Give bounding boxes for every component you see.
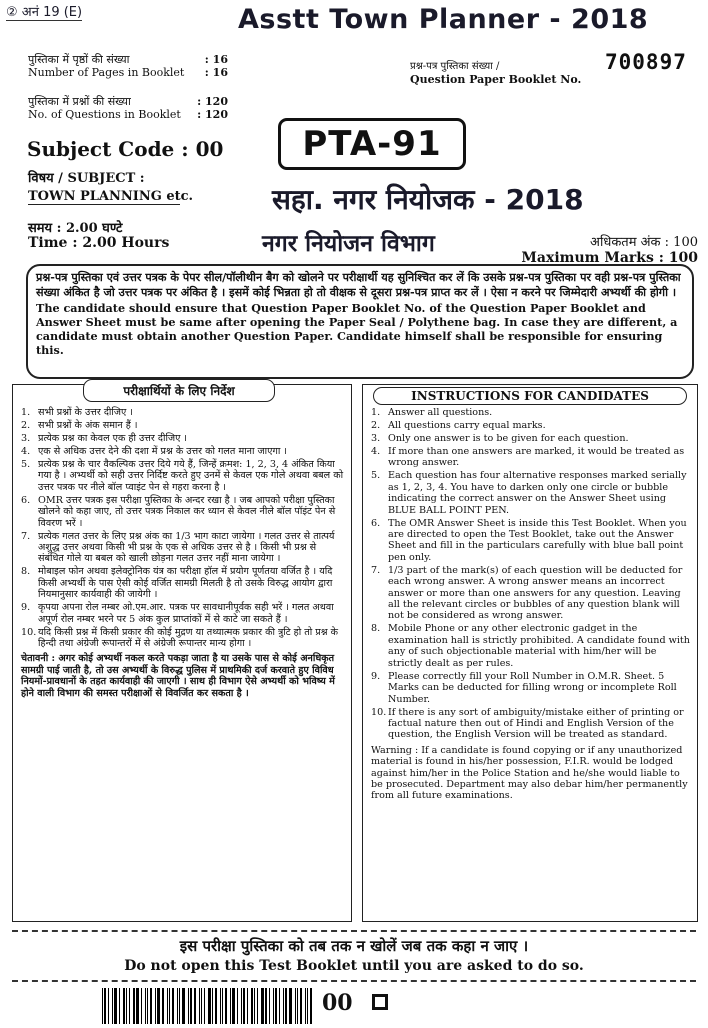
hindi-instruction-item-number: 8. bbox=[21, 566, 31, 578]
english-instruction-item-number: 10. bbox=[371, 706, 387, 718]
time-hindi: समय : 2.00 घण्टे bbox=[28, 221, 123, 236]
english-instruction-item bbox=[371, 407, 691, 418]
barcode-bar bbox=[167, 988, 168, 1024]
barcode-bar bbox=[230, 988, 231, 1024]
barcode-bar bbox=[275, 988, 277, 1024]
english-instruction-item-text: Only one answer is to be given for each question. bbox=[388, 433, 629, 444]
footer-english: Do not open this Test Booklet until you are asked to do so. bbox=[124, 958, 584, 974]
barcode-bar bbox=[172, 988, 174, 1024]
hindi-instruction-item bbox=[21, 602, 345, 625]
barcode-bar bbox=[157, 988, 160, 1024]
hindi-instruction-item-text: OMR उत्तर पत्रक इस परीक्षा पुस्तिका के अन्दर रखा है । जब आपको परीक्षा पुस्तिका खोलने को कहा जाए, तो उत्तर पत्रक निकाल कर ध्यान से केवल नीले बॉल पॉइंट पेन से विवरण भरें । bbox=[38, 494, 336, 529]
english-instruction-item bbox=[371, 623, 691, 669]
hindi-instruction-item-text: सभी प्रश्नों के अंक समान हैं । bbox=[38, 420, 138, 431]
english-instructions-panel bbox=[362, 384, 698, 922]
barcode-bar bbox=[265, 988, 267, 1024]
barcode-bar bbox=[133, 988, 135, 1024]
hindi-instruction-item-text: सभी प्रश्नों के उत्तर दीजिए । bbox=[38, 407, 133, 418]
barcode-bar bbox=[237, 988, 238, 1024]
hindi-instruction-item-text: प्रत्येक प्रश्न का केवल एक ही उत्तर दीजिए । bbox=[38, 433, 188, 444]
english-instruction-item-text: If there is any sort of ambiguity/mistake either of printing or factual nature then out of Hindi and English Version of the question, the English Version will be treated as standard. bbox=[388, 706, 684, 741]
hindi-instruction-item-text: कृपया अपना रोल नम्बर ओ.एम.आर. पत्रक पर सावधानीपूर्वक सही भरें । गलत अथवा अपूर्ण रोल नम्बर भरने पर 5 अंक कुल प्राप्तांकों में से काटे जा सकते हैं । bbox=[38, 602, 334, 625]
hindi-instruction-item-number: 5. bbox=[21, 459, 31, 470]
barcode-bar bbox=[300, 988, 302, 1024]
handwritten-top-left-note: ② अनं 19 (E) bbox=[6, 2, 82, 21]
barcode-bar bbox=[119, 988, 120, 1024]
hindi-instruction-item-number: 6. bbox=[21, 494, 31, 506]
footer-border-bottom bbox=[12, 980, 696, 982]
subject-label: विषय / SUBJECT : bbox=[28, 171, 145, 186]
questions-hindi-value: : 120 bbox=[197, 95, 228, 108]
barcode-bar bbox=[136, 988, 139, 1024]
booklet-serial-number: 700897 bbox=[605, 50, 687, 74]
barcode-bar bbox=[114, 988, 117, 1024]
hindi-instruction-item bbox=[21, 433, 345, 444]
barcode-bar bbox=[177, 988, 178, 1024]
english-instruction-item-number: 2. bbox=[371, 420, 381, 431]
barcode-bar bbox=[243, 988, 245, 1024]
english-instruction-item bbox=[371, 707, 691, 741]
english-instruction-item bbox=[371, 433, 691, 444]
barcode-bar bbox=[257, 988, 258, 1024]
barcode-bar bbox=[147, 988, 148, 1024]
hindi-instruction-item bbox=[21, 459, 345, 493]
handwritten-hindi-post: सहा. नगर नियोजक - 2018 bbox=[272, 183, 584, 216]
barcode bbox=[102, 988, 312, 1024]
barcode-bar bbox=[150, 988, 152, 1024]
hindi-instructions-list bbox=[21, 407, 345, 649]
english-instruction-item-number: 8. bbox=[371, 623, 381, 635]
barcode-bar bbox=[182, 988, 185, 1024]
english-instruction-item-number: 6. bbox=[371, 517, 381, 529]
barcode-bar bbox=[289, 988, 292, 1024]
hindi-instruction-item-text: प्रत्येक प्रश्न के चार वैकल्पिक उत्तर दिये गये हैं, जिन्हें क्रमश: 1, 2, 3, 4 अंकित किया गया है । अभ्यर्थी को सही उत्तर निर्दिष्ट करते हुए उनमें से केवल एक गोले अथवा बबल को उत्तर पत्रक पर नीले बॉल प्वाइंट पेन से गहरा करना है । bbox=[38, 459, 344, 493]
barcode-bar bbox=[241, 988, 242, 1024]
hindi-instruction-item-text: मोबाइल फोन अथवा इलेक्ट्रोनिक यंत्र का परीक्षा हॉल में प्रयोग पूर्णतया वर्जित है । यदि किसी अभ्यर्थी के पास ऐसी कोई वर्जित सामग्री मिलती है तो उसके विरुद्ध आयोग द्वारा नियमानुसार कार्यवाही की जायेगी । bbox=[38, 566, 333, 601]
barcode-bar bbox=[247, 988, 248, 1024]
hindi-instruction-item bbox=[21, 495, 345, 529]
pages-hindi-label: पुस्तिका में पृष्ठों की संख्या bbox=[28, 53, 130, 66]
barcode-bar bbox=[162, 988, 164, 1024]
barcode-bar bbox=[212, 988, 213, 1024]
barcode-bar bbox=[155, 988, 156, 1024]
barcode-bar bbox=[104, 988, 106, 1024]
hindi-instruction-item bbox=[21, 531, 345, 565]
barcode-bar bbox=[307, 988, 308, 1024]
barcode-bar bbox=[269, 988, 270, 1024]
paper-code: PTA-91 bbox=[302, 124, 442, 164]
english-instruction-item-number: 1. bbox=[371, 407, 381, 418]
barcode-bar bbox=[145, 988, 146, 1024]
english-instruction-item-text: If more than one answers are marked, it would be treated as wrong answer. bbox=[388, 446, 685, 469]
english-instruction-item-text: Answer all questions. bbox=[388, 407, 493, 418]
barcode-bar bbox=[305, 988, 306, 1024]
barcode-bar bbox=[261, 988, 264, 1024]
english-instruction-item-text: The OMR Answer Sheet is inside this Test Booklet. When you are directed to open the Test Booklet, take out the Answer Sheet and fill in the particulars carefully with blue ball point pen only. bbox=[388, 517, 687, 563]
pages-english-value: : 16 bbox=[204, 66, 228, 79]
notice-box bbox=[26, 264, 694, 379]
hindi-instructions-title: परीक्षार्थियों के लिए निर्देश bbox=[83, 379, 275, 402]
pages-english-label: Number of Pages in Booklet bbox=[28, 66, 185, 79]
barcode-bar bbox=[123, 988, 125, 1024]
hindi-instruction-item bbox=[21, 407, 345, 418]
barcode-bar bbox=[310, 988, 312, 1024]
hindi-instruction-item-text: प्रत्येक गलत उत्तर के लिए प्रश्न अंक का 1/3 भाग काटा जायेगा । गलत उत्तर से तात्पर्य अशुद्ध उत्तर अथवा किसी भी प्रश्न के एक से अधिक उत्तर से है । किसी भी प्रश्न से संबंधित गोले या बबल को खाली छोड़ना गलत उत्तर नहीं माना जायेगा । bbox=[38, 530, 335, 565]
marks-english: Maximum Marks : 100 bbox=[521, 250, 698, 266]
english-instruction-item bbox=[371, 518, 691, 564]
english-instruction-item-number: 9. bbox=[371, 670, 381, 682]
footer-border-top bbox=[12, 930, 696, 932]
square-marker-icon bbox=[372, 994, 388, 1010]
max-marks bbox=[521, 232, 698, 266]
barcode-bar bbox=[232, 988, 235, 1024]
qpb-hindi-label: प्रश्न-पत्र पुस्तिका संख्या / bbox=[410, 61, 500, 72]
barcode-bar bbox=[201, 988, 202, 1024]
english-instruction-item-text: All questions carry equal marks. bbox=[388, 420, 546, 431]
barcode-bar bbox=[126, 988, 127, 1024]
barcode-code: 00 bbox=[322, 990, 353, 1016]
questions-hindi-label: पुस्तिका में प्रश्नों की संख्या bbox=[28, 95, 131, 108]
qpb-english-label: Question Paper Booklet No. bbox=[410, 73, 582, 86]
marks-hindi: अधिकतम अंक : 100 bbox=[590, 235, 698, 250]
barcode-bar bbox=[297, 988, 298, 1024]
english-instruction-item-text: Please correctly fill your Roll Number in O.M.R. Sheet. 5 Marks can be deducted for filling wrong or incomplete Roll Number. bbox=[388, 670, 677, 705]
barcode-bar bbox=[273, 988, 274, 1024]
subject-name: TOWN PLANNING etc. bbox=[28, 189, 194, 204]
barcode-bar bbox=[112, 988, 113, 1024]
hindi-instruction-item-number: 9. bbox=[21, 602, 31, 614]
barcode-bar bbox=[295, 988, 296, 1024]
barcode-bar bbox=[199, 988, 200, 1024]
barcode-bar bbox=[222, 988, 223, 1024]
english-instruction-item-text: Each question has four alternative responses marked serially as 1, 2, 3, 4. You have to darken only one circle or bubble indicating the correct answer on the Answer Sheet using BLUE BALL POINT PEN. bbox=[388, 470, 687, 516]
barcode-bar bbox=[204, 988, 205, 1024]
english-instruction-item bbox=[371, 671, 691, 705]
barcode-bar bbox=[188, 988, 189, 1024]
subject-underline bbox=[28, 204, 180, 205]
barcode-bar bbox=[215, 988, 217, 1024]
hindi-instruction-item-number: 2. bbox=[21, 420, 31, 431]
notice-english: The candidate should ensure that Question Paper Booklet No. of the Question Paper Booklet and Answer Sheet must be same after opening the Paper Seal / Polythene bag. In case they are different, a candidate must obtain another Question Paper. Candidate himself shall be responsible for ensuring this. bbox=[36, 301, 678, 357]
english-instruction-item bbox=[371, 565, 691, 622]
barcode-bar bbox=[285, 988, 287, 1024]
barcode-bar bbox=[190, 988, 192, 1024]
english-warning: Warning : If a candidate is found copying or if any unauthorized material is found in his/her possession, F.I.R. would be lodged against him/her in the Police Station and he/she would liable to be prosecuted. Department may also debar him/her permanently from all future examinations. bbox=[371, 744, 688, 802]
english-instructions-title: INSTRUCTIONS FOR CANDIDATES bbox=[373, 387, 687, 405]
pages-info bbox=[28, 53, 228, 79]
hindi-instruction-item bbox=[21, 566, 345, 600]
english-instruction-item-number: 3. bbox=[371, 433, 381, 444]
paper-code-box bbox=[278, 118, 466, 170]
english-instruction-item-number: 7. bbox=[371, 564, 381, 576]
pages-hindi-value: : 16 bbox=[204, 53, 228, 66]
notice-hindi: प्रश्न-पत्र पुस्तिका एवं उत्तर पत्रक के पेपर सील/पॉलीथीन बैग को खोलने पर परीक्षार्थी यह सुनिश्चित कर लें कि उसके प्रश्न-पत्र पुस्तिका पर वही प्रश्न-पत्र पुस्तिका संख्या अंकित है जो उत्तर पत्रक पर अंकित है । इसमें कोई भिन्नता हो तो वीक्षक से दूसरा प्रश्न-पत्र प्राप्त कर लें । ऐसा न करने पर जिम्मेदारी अभ्यर्थी की होगी । bbox=[36, 270, 681, 299]
barcode-bar bbox=[283, 988, 284, 1024]
barcode-bar bbox=[108, 988, 109, 1024]
qpb-number-label bbox=[410, 60, 581, 86]
barcode-bar bbox=[208, 988, 211, 1024]
barcode-bar bbox=[141, 988, 142, 1024]
english-instruction-item-number: 5. bbox=[371, 470, 381, 482]
handwritten-title-note: Asstt Town Planner - 2018 bbox=[238, 4, 649, 35]
hindi-instruction-item bbox=[21, 627, 345, 650]
hindi-instruction-item bbox=[21, 420, 345, 431]
questions-english-value: : 120 bbox=[197, 108, 228, 121]
barcode-bar bbox=[254, 988, 255, 1024]
barcode-bar bbox=[279, 988, 280, 1024]
barcode-bar bbox=[179, 988, 180, 1024]
hindi-instruction-item-number: 10. bbox=[21, 626, 37, 638]
barcode-bar bbox=[225, 988, 227, 1024]
english-instruction-item bbox=[371, 446, 691, 469]
english-instruction-item-text: Mobile Phone or any other electronic gadget in the examination hall is strictly prohibited. A candidate found with any of such objectionable material with him/her will be strictly dealt as per rules. bbox=[388, 623, 690, 669]
footer-hindi: इस परीक्षा पुस्तिका को तब तक न खोलें जब तक कहा न जाए । bbox=[179, 937, 529, 955]
hindi-instruction-item-number: 1. bbox=[21, 407, 31, 418]
handwritten-department: नगर नियोजन विभाग bbox=[262, 231, 435, 257]
barcode-bar bbox=[220, 988, 221, 1024]
hindi-instruction-item-number: 4. bbox=[21, 446, 31, 457]
english-instruction-item bbox=[371, 470, 691, 516]
time-english: Time : 2.00 Hours bbox=[28, 235, 170, 251]
english-instruction-item-text: 1/3 part of the mark(s) of each question will be deducted for each wrong answer. A wrong answer means an incorrect answer or more than one answers for any question. Leaving all the relevant circles or bubbles of any question blank will not be considered as wrong answer. bbox=[388, 564, 683, 622]
hindi-instruction-item-text: एक से अधिक उत्तर देने की दशा में प्रश्न के उत्तर को गलत माना जाएगा । bbox=[38, 446, 288, 457]
hindi-instruction-item-text: यदि किसी प्रश्न में किसी प्रकार की कोई मुद्रण या तथ्यात्मक प्रकार की त्रुटि हो तो प्रश्न के हिन्दी तथा अंग्रेजी रूपान्तरों में से अंग्रेजी रूपान्तर मान्य होगा । bbox=[38, 626, 338, 650]
questions-english-label: No. of Questions in Booklet bbox=[28, 108, 181, 121]
english-instructions-list bbox=[371, 407, 691, 741]
hindi-instruction-item-number: 3. bbox=[21, 433, 31, 444]
barcode-bar bbox=[169, 988, 170, 1024]
english-instruction-item bbox=[371, 420, 691, 431]
hindi-instruction-item-number: 7. bbox=[21, 530, 31, 542]
barcode-bar bbox=[194, 988, 196, 1024]
hindi-instructions-panel bbox=[12, 384, 352, 922]
hindi-warning: चेतावनी : अगर कोई अभ्यर्थी नकल करते पकड़ा जाता है या उसके पास से कोई अनधिकृत सामग्री पाई जाती है, तो उस अभ्यर्थी के विरुद्ध पुलिस में प्राथमिकी दर्ज करवाते हुए विविध नियमों-प्रावधानों के तहत कार्यवाही की जाएगी । साथ ही विभाग ऐसे अभ्यर्थी को भविष्य में होने वाली विभाग की समस्त परीक्षाओं से विवर्जित कर सकता है । bbox=[21, 653, 335, 699]
barcode-bar bbox=[251, 988, 253, 1024]
hindi-instruction-item bbox=[21, 446, 345, 457]
questions-info bbox=[28, 95, 228, 121]
english-instruction-item-number: 4. bbox=[371, 446, 381, 457]
barcode-bar bbox=[129, 988, 130, 1024]
barcode-bar bbox=[102, 988, 103, 1024]
subject-code: Subject Code : 00 bbox=[27, 137, 224, 161]
